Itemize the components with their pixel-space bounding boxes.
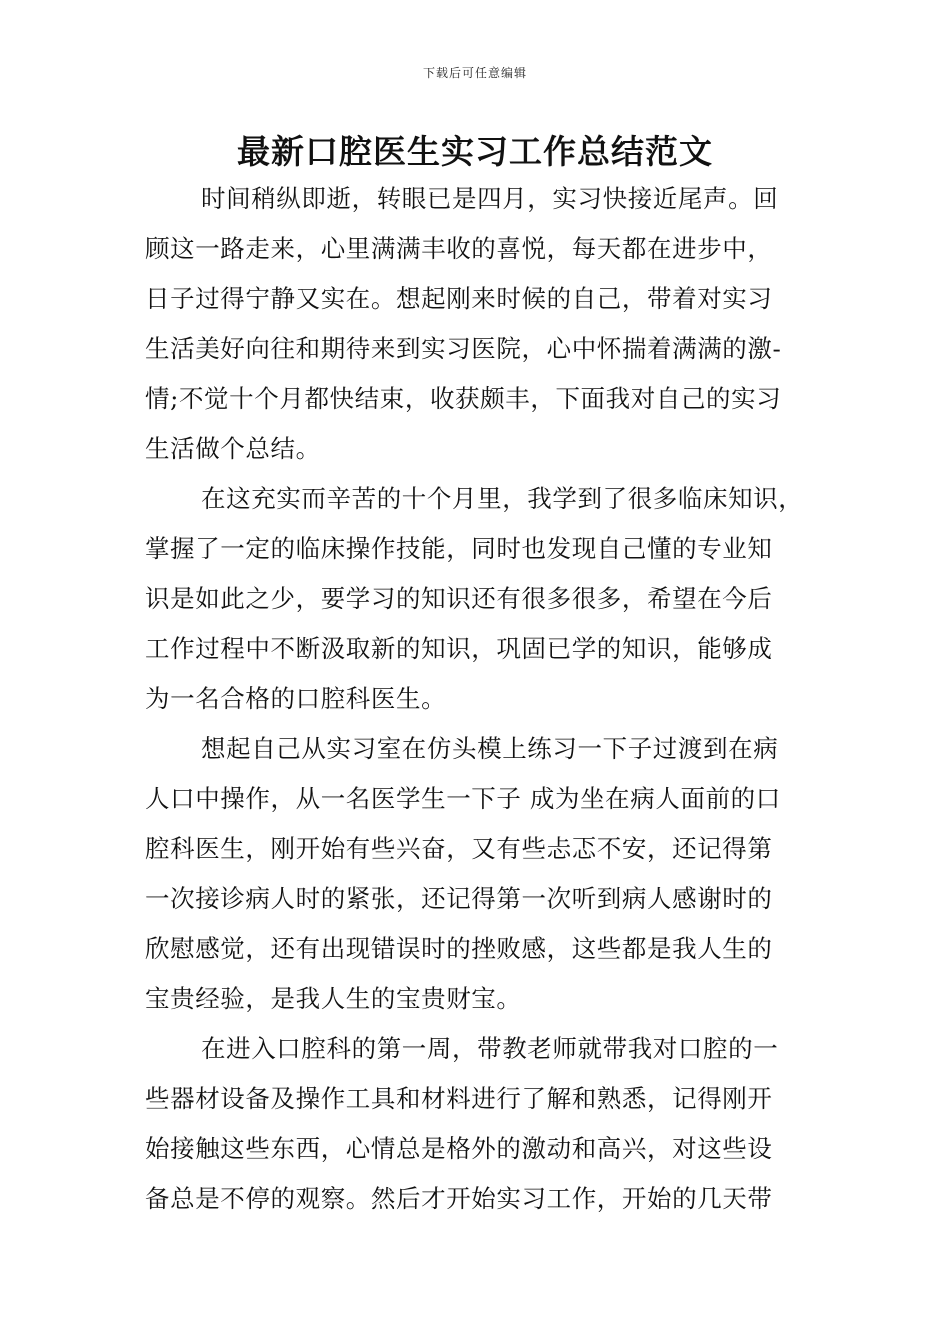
text-line: 生活美好向往和期待来到实习医院，心中怀揣着满满的激- (145, 334, 782, 363)
text-line: 人口中操作，从一名医学生一下子 成为坐在病人面前的口 (145, 784, 781, 813)
text-line: 在进入口腔科的第一周，带教老师就带我对口腔的一 (201, 1034, 779, 1063)
text-line: 日子过得宁静又实在。想起刚来时候的自己，带着对实习 (145, 284, 773, 313)
text-line: 宝贵经验，是我人生的宝贵财宝。 (145, 984, 522, 1013)
text-line: 时间稍纵即逝，转眼已是四月，实习快接近尾声。回 (201, 184, 779, 213)
text-line: 掌握了一定的临床操作技能，同时也发现自己懂的专业知 (145, 534, 773, 563)
text-line: 工作过程中不断汲取新的知识，巩固已学的知识，能够成 (145, 634, 773, 663)
header-note: 下载后可任意编辑 (422, 66, 527, 80)
paragraph-3 (145, 724, 820, 1024)
text-line: 始接触这些东西，心情总是格外的激动和高兴，对这些设 (145, 1134, 773, 1163)
paragraph-4 (145, 1024, 820, 1224)
text-line: 为一名合格的口腔科医生。 (145, 684, 447, 713)
text-line: 备总是不停的观察。然后才开始实习工作，开始的几天带 (145, 1184, 773, 1213)
text-line: 情;不觉十个月都快结束，收获颇丰，下面我对自己的实习 (145, 384, 782, 413)
document-body (145, 174, 820, 1224)
text-line: 腔科医生，刚开始有些兴奋，又有些忐忑不安，还记得第 (145, 834, 773, 863)
text-line: 生活做个总结。 (145, 434, 321, 463)
text-line: 在这充实而辛苦的十个月里，我学到了很多临床知识， (201, 484, 804, 513)
document-title: 最新口腔医生实习工作总结范文 (237, 132, 713, 171)
text-line: 顾这一路走来，心里满满丰收的喜悦，每天都在进步中， (145, 234, 773, 263)
text-line: 欣慰感觉，还有出现错误时的挫败感，这些都是我人生的 (145, 934, 773, 963)
paragraph-1 (145, 174, 820, 474)
text-line: 一次接诊病人时的紧张，还记得第一次听到病人感谢时的 (145, 884, 773, 913)
text-line: 想起自己从实习室在仿头模上练习一下子过渡到在病 (201, 734, 779, 763)
text-line: 些器材设备及操作工具和材料进行了解和熟悉，记得刚开 (145, 1084, 773, 1113)
paragraph-2 (145, 474, 820, 724)
text-line: 识是如此之少，要学习的知识还有很多很多，希望在今后 (145, 584, 773, 613)
